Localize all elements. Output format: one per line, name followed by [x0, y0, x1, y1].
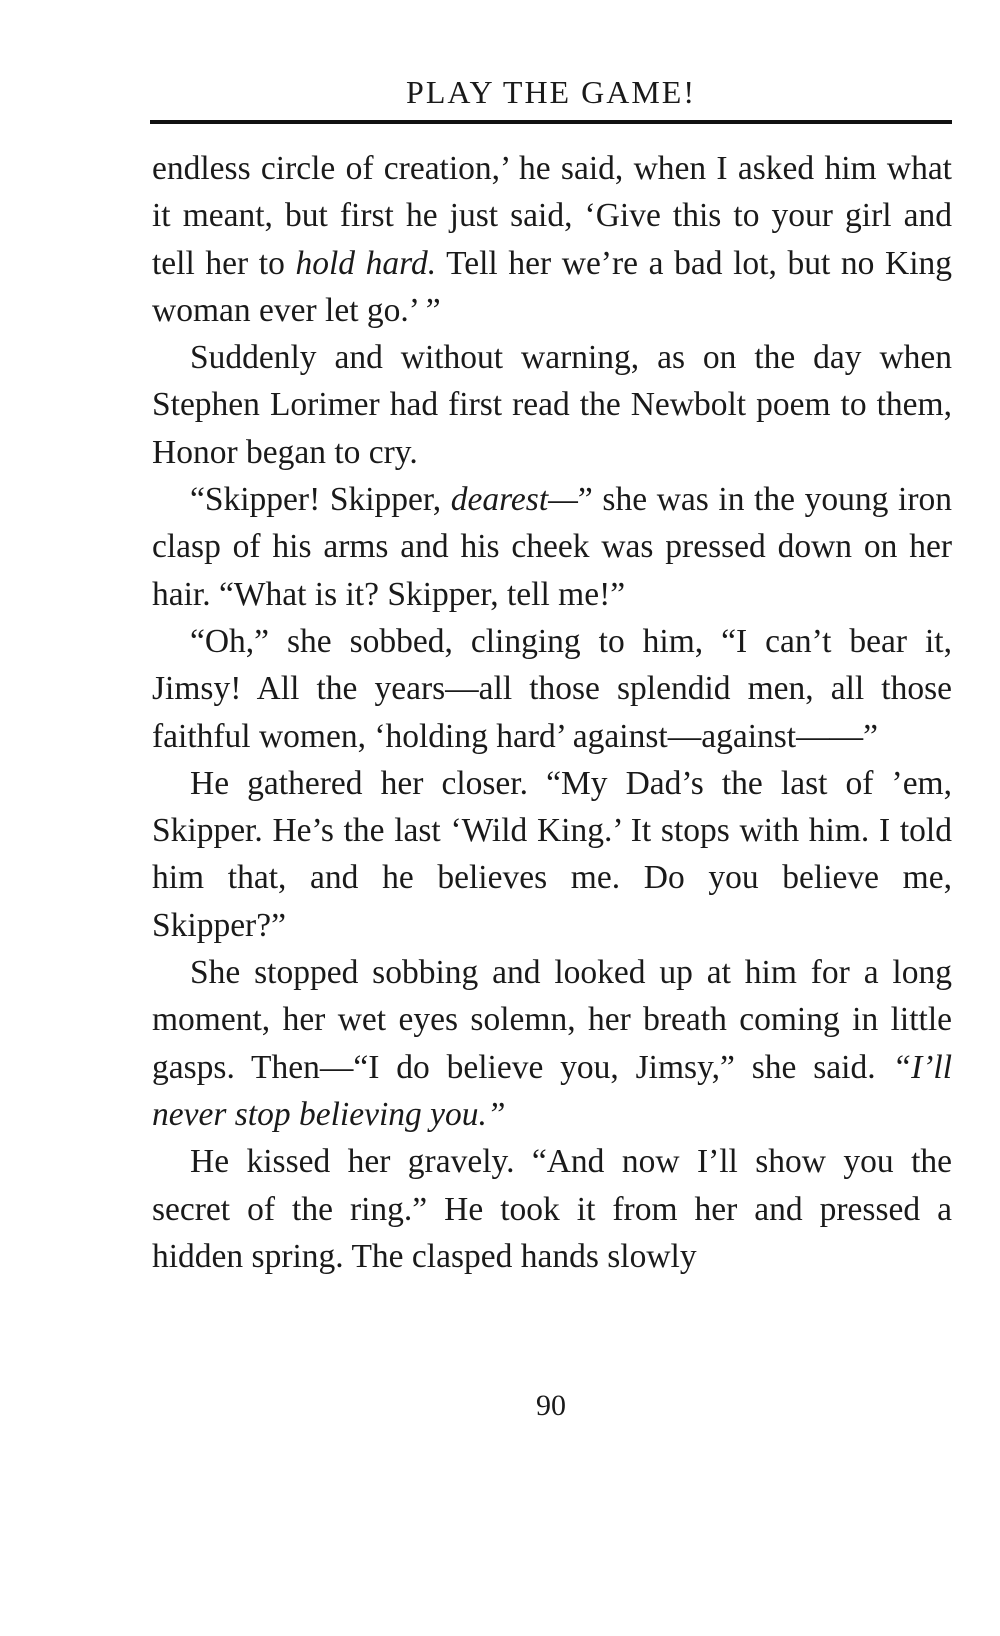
body-text — [152, 145, 952, 1280]
italic-text: hold hard. — [295, 244, 437, 282]
italic-text: “I’ll never stop believing you.” — [152, 1048, 952, 1133]
paragraph: “Oh,” she sobbed, clinging to him, “I can’t bear it, Jimsy! All the years—all those splendid men, all those faithful women, ‘holding hard’ against—against——” — [152, 622, 952, 755]
paragraph: Suddenly and without warning, as on the day when Stephen Lorimer had first read the Newbolt poem to them, Honor began to cry. — [152, 339, 952, 471]
paragraph: He kissed her gravely. “And now I’ll show you the secret of the ring.” He took it from her and pressed a hidden spring. The clasped hands slowly — [152, 1143, 952, 1275]
paragraph-text: Tell her we’re a bad lot, but no King woman ever let go.’ ” — [152, 244, 953, 329]
paragraph-text: “Skipper! Skipper, — [190, 481, 451, 519]
paragraph — [152, 949, 952, 1138]
paragraph — [152, 476, 952, 618]
header-rule — [150, 120, 952, 124]
paragraph-text: She stopped sobbing and looked up at him for a long moment, her wet eyes solemn, her breath coming in little gasps. Then—“I do believe you, Jimsy,” she said. — [152, 954, 952, 1086]
paragraph-text: endless circle of creation,’ he said, when I asked him what it meant, but first he just said, ‘Give this to your girl and tell her to — [152, 150, 952, 282]
paragraph — [152, 145, 952, 334]
running-title: PLAY THE GAME! — [406, 74, 696, 110]
italic-text: dearest— — [450, 481, 578, 519]
paragraph: He gathered her closer. “My Dad’s the last of ’em, Skipper. He’s the last ‘Wild King.’ It stops with him. I told him that, and he believes me. Do you believe me, Skipper?” — [152, 764, 952, 944]
paragraph-text: ” she was in the young iron clasp of his arms and his cheek was pressed down on her hair. “What is it? Skipper, tell me!” — [152, 481, 952, 613]
page-number: 90 — [536, 1389, 566, 1422]
